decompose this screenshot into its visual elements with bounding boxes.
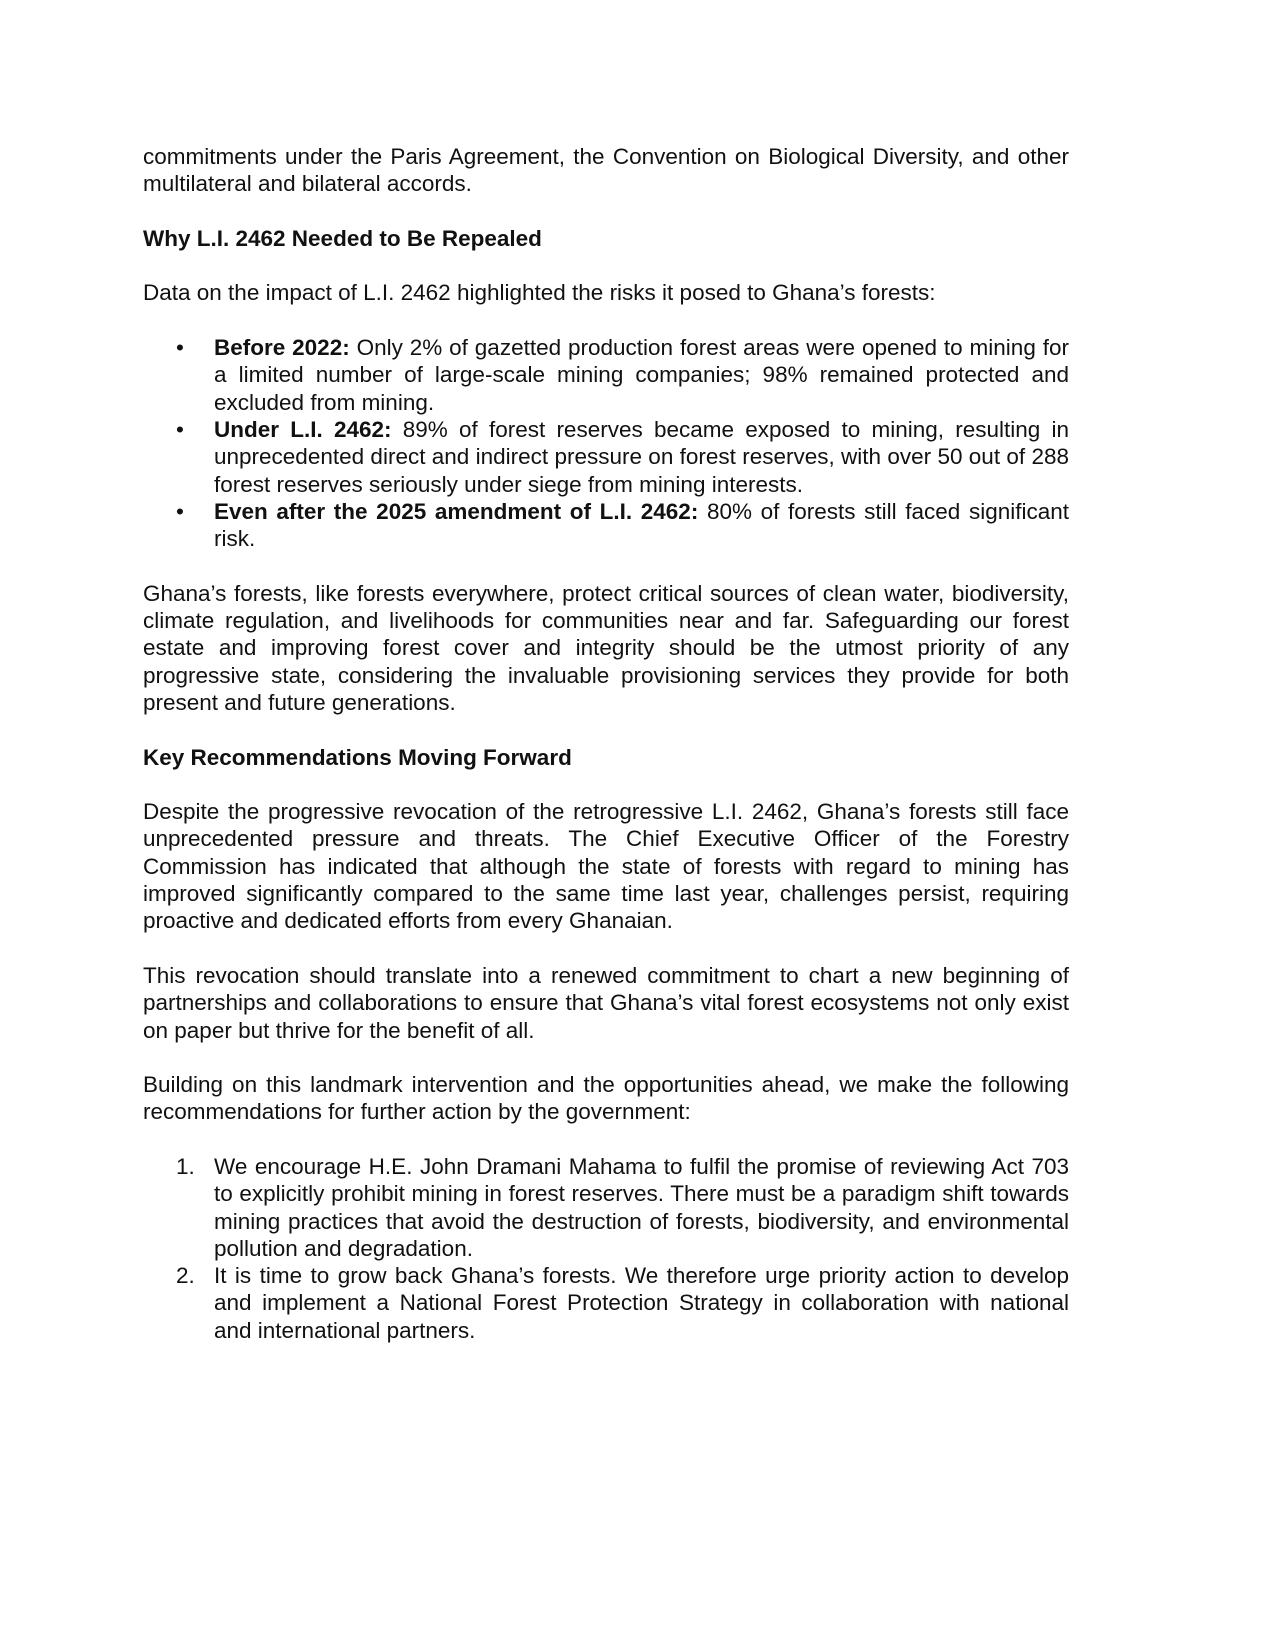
section2-paragraph: Building on this landmark intervention and the opportunities ahead, we make the following recommendations for further action by the government:: [143, 1072, 1069, 1125]
bullet-icon: •: [176, 335, 184, 361]
recommendation-text: It is time to grow back Ghana’s forests. We therefore urge priority action to develop and implement a National Forest Protection Strategy in collaboration with national and international partners.: [214, 1263, 1069, 1343]
bullet-label: Even after the 2025 amendment of L.I. 2462:: [214, 498, 699, 524]
recommendation-item: [143, 1262, 1069, 1344]
recommendation-number: 2.: [176, 1263, 195, 1289]
bullet-icon: •: [176, 498, 184, 524]
recommendations-list: [143, 1153, 1069, 1344]
bullet-item: [143, 498, 1069, 553]
bullet-label: Before 2022:: [214, 335, 350, 361]
document-page: [143, 143, 1069, 1344]
intro-paragraph: commitments under the Paris Agreement, the Convention on Biological Diversity, and other multilateral and bilateral accords.: [143, 144, 1069, 197]
section2-paragraph: Despite the progressive revocation of the retrogressive L.I. 2462, Ghana’s forests still face unprecedented pressure and threats. The Chief Executive Officer of the Forestry Commission has indicated that although the state of forests with regard to mining has improved significantly compared to the same time last year, challenges persist, requiring proactive and dedicated efforts from every Ghanaian.: [143, 799, 1069, 934]
bullet-label: Under L.I. 2462:: [214, 416, 392, 442]
recommendation-text: We encourage H.E. John Dramani Mahama to fulfil the promise of reviewing Act 703 to explicitly prohibit mining in forest reserves. There must be a paradigm shift towards mining practices that avoid the destruction of forests, biodiversity, and environmental pollution and degradation.: [214, 1153, 1069, 1261]
section-heading-recommendations: Key Recommendations Moving Forward: [143, 744, 572, 770]
impact-bullet-list: [143, 334, 1069, 552]
bullet-item: [143, 334, 1069, 416]
bullet-text: 89% of forest reserves became exposed to mining, resulting in unprecedented direct and indirect pressure on forest reserves, with over 50 out of 288 forest reserves seriously under siege from mining interests.: [214, 416, 1069, 497]
section-heading-why-repealed: Why L.I. 2462 Needed to Be Repealed: [143, 225, 542, 251]
section2-paragraph: This revocation should translate into a renewed commitment to chart a new beginning of partnerships and collaborations to ensure that Ghana’s vital forest ecosystems not only exist on paper but thrive for the benefit of all.: [143, 962, 1069, 1043]
section1-closing-paragraph: Ghana’s forests, like forests everywhere, protect critical sources of clean water, biodiversity, climate regulation, and livelihoods for communities near and far. Safeguarding our forest estate and improving forest cover and integrity should be the utmost priority of any progressive state, considering the invaluable provisioning services they provide for both present and future generations.: [143, 580, 1069, 715]
bullet-icon: •: [176, 416, 184, 442]
recommendation-item: [143, 1153, 1069, 1262]
bullet-text: Only 2% of gazetted production forest areas were opened to mining for a limited number of large-scale mining companies; 98% remained protected and excluded from mining.: [214, 335, 1069, 415]
section1-lead: Data on the impact of L.I. 2462 highlighted the risks it posed to Ghana’s forests:: [143, 280, 936, 306]
recommendation-number: 1.: [176, 1153, 195, 1179]
bullet-item: [143, 416, 1069, 498]
bullet-text: 80% of forests still faced significant risk.: [214, 498, 1069, 552]
